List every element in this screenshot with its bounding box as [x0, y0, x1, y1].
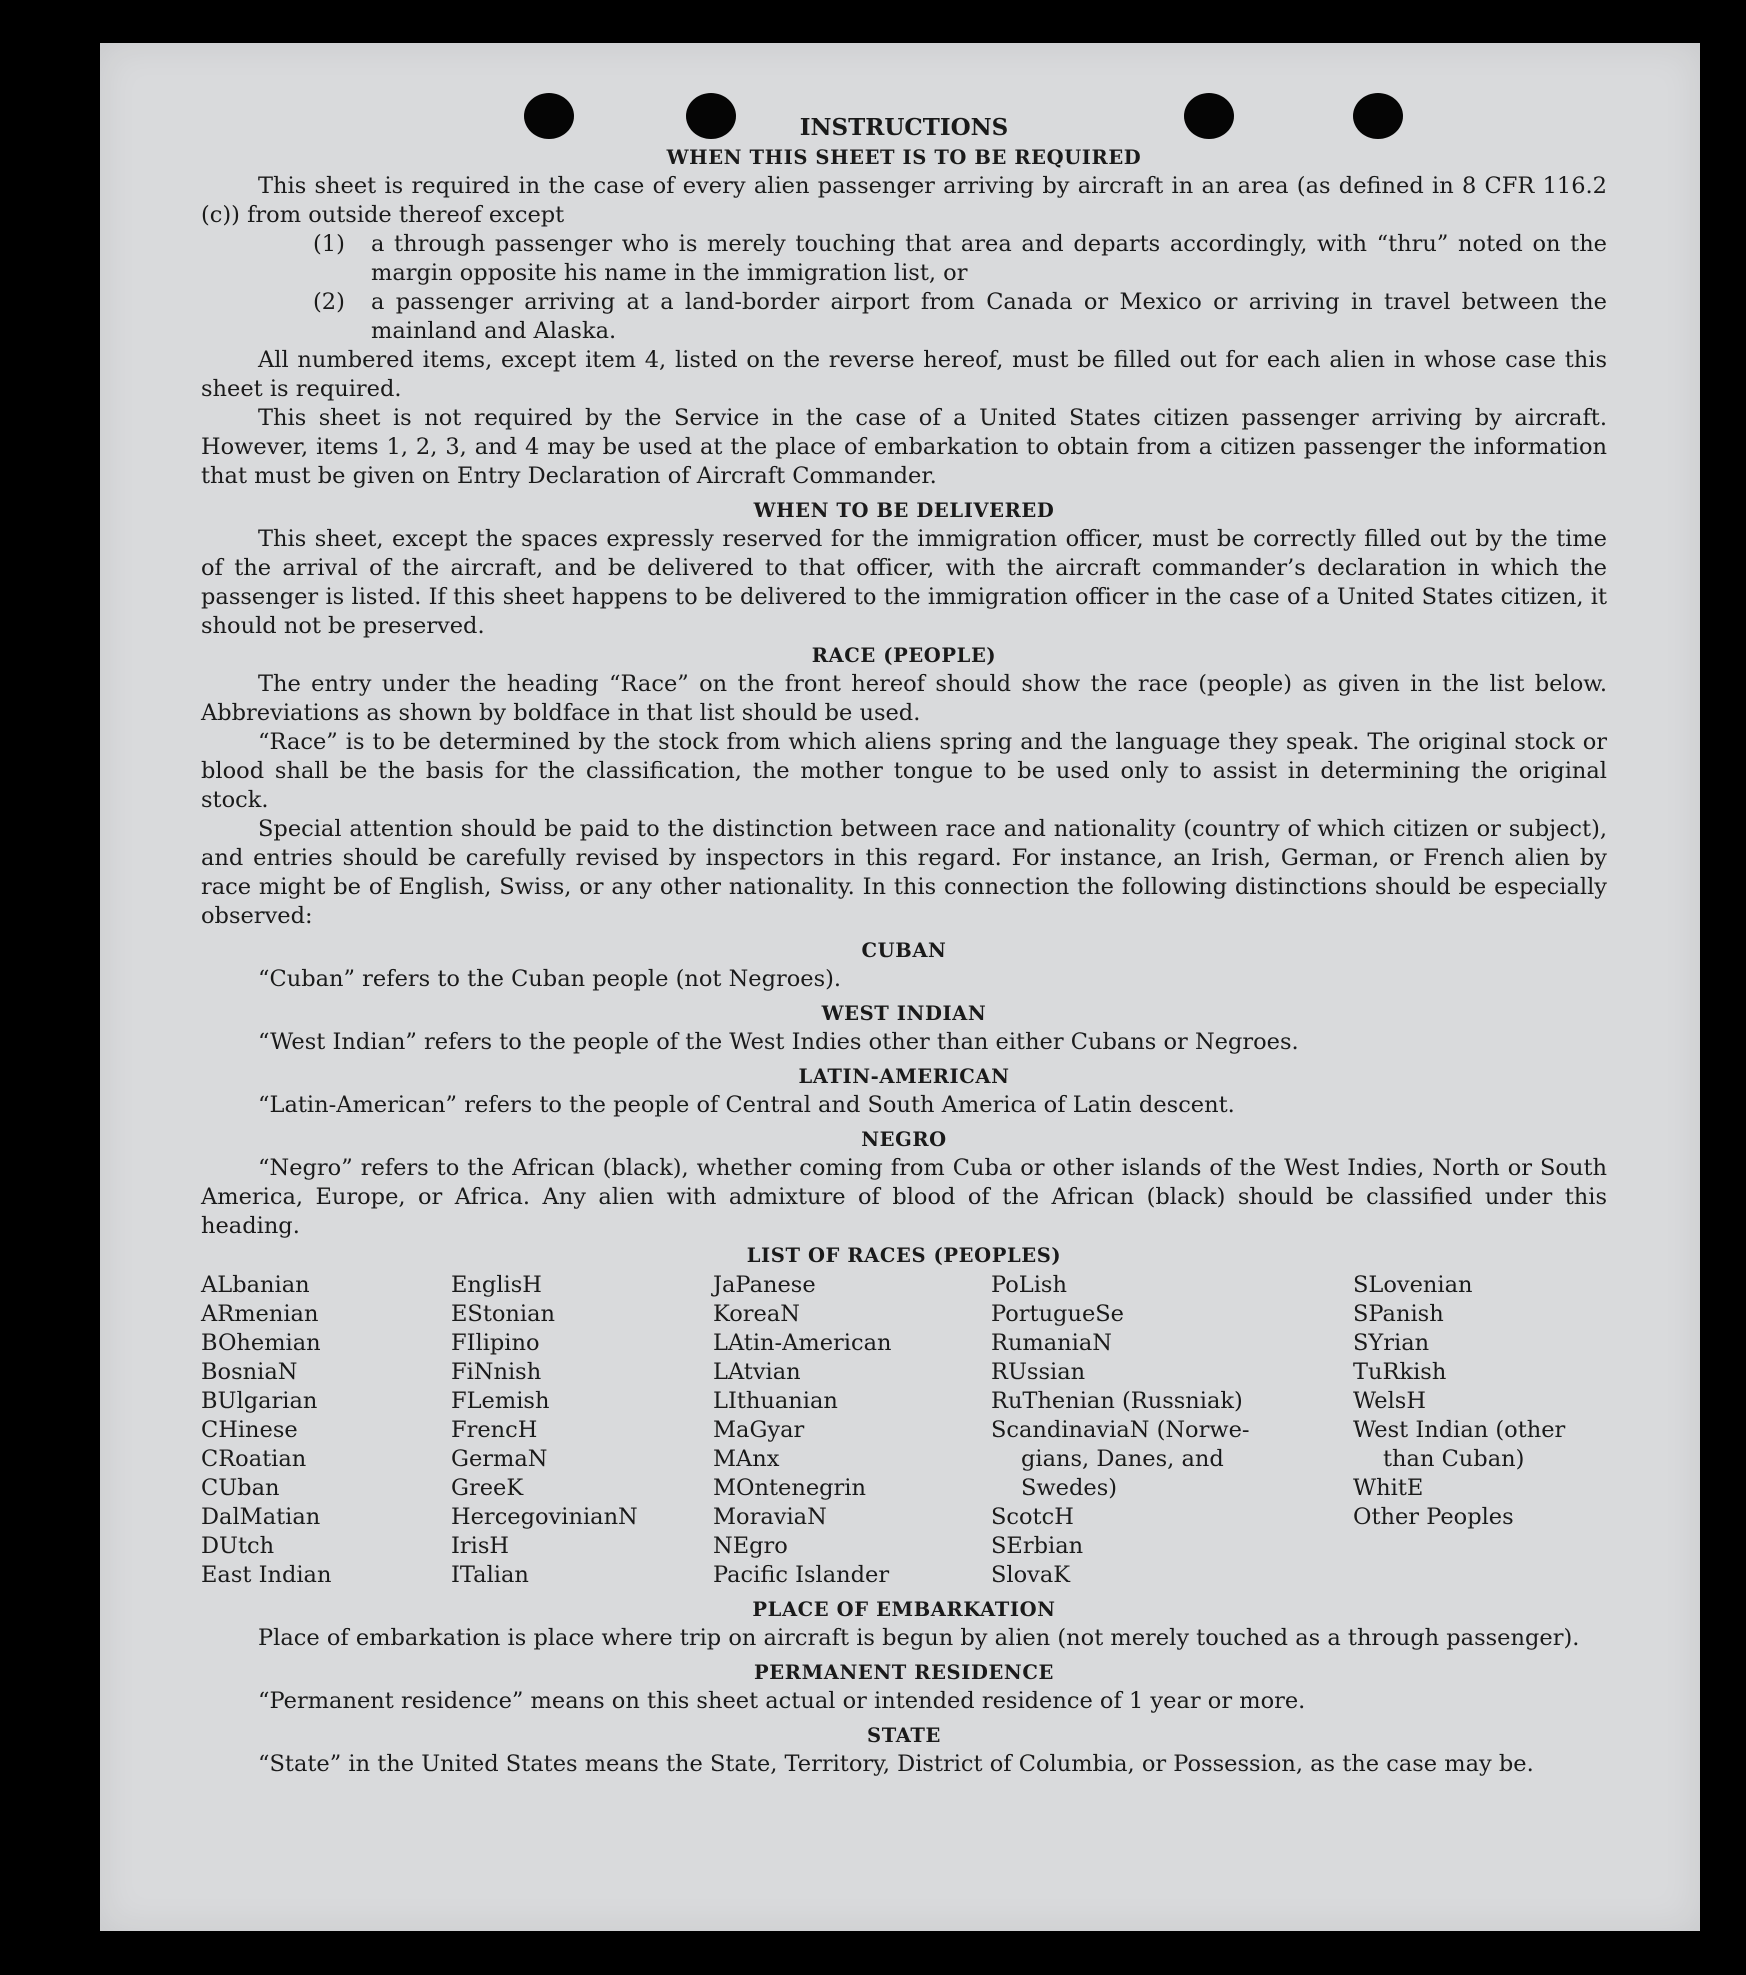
- race-entry: CUban: [201, 1475, 280, 1501]
- race-entry: DalMatian: [201, 1504, 321, 1530]
- race-entry: Pacific Islander: [713, 1562, 890, 1588]
- race-entry: GermaN: [451, 1446, 548, 1472]
- race-entry: DUtch: [201, 1533, 275, 1559]
- document-sheet: [100, 43, 1700, 1931]
- paragraph: “Cuban” refers to the Cuban people (not Negroes).: [258, 966, 842, 992]
- race-entry: WhitE: [1353, 1475, 1424, 1501]
- race-entry: West Indian (other: [1353, 1417, 1566, 1443]
- heading-place-of-embarkation: PLACE OF EMBARKATION: [752, 1598, 1056, 1621]
- heading-latin-american: LATIN-AMERICAN: [798, 1065, 1010, 1088]
- race-entry-continued: gians, Danes, and: [1021, 1446, 1224, 1472]
- race-entry: RUssian: [991, 1359, 1086, 1385]
- races-column: [1353, 1271, 1607, 1590]
- race-entry: BOhemian: [201, 1330, 321, 1356]
- race-entry: ScotcH: [991, 1504, 1074, 1530]
- race-entry: NEgro: [713, 1533, 788, 1559]
- race-entry: RumaniaN: [991, 1330, 1112, 1356]
- race-entry: KoreaN: [713, 1301, 800, 1327]
- races-column: [451, 1271, 713, 1590]
- paragraph: “Latin-American” refers to the people of Central and South America of Latin descent.: [258, 1092, 1235, 1118]
- race-entry: WelsH: [1353, 1388, 1426, 1414]
- race-entry: LAtin-American: [713, 1330, 892, 1356]
- race-entry: PoLish: [991, 1272, 1067, 1298]
- race-entry: BUlgarian: [201, 1388, 318, 1414]
- race-entry: SErbian: [991, 1533, 1084, 1559]
- heading-when-required: WHEN THIS SHEET IS TO BE REQUIRED: [666, 146, 1142, 169]
- race-entry: SYrian: [1353, 1330, 1430, 1356]
- heading-race: RACE (PEOPLE): [811, 644, 997, 667]
- race-entry-continued: than Cuban): [1383, 1446, 1525, 1472]
- races-column: [713, 1271, 991, 1590]
- race-entry: ARmenian: [201, 1301, 319, 1327]
- paragraph: Special attention should be paid to the distinction between race and nationality (country of which citizen or subject), and entries should be carefully revised by inspectors in this regard. For instance, an Irish, German, or French alien by race might be of English, Swiss, or any other nationality. In this connection the following distinctions should be especially observed:: [201, 816, 1607, 929]
- heading-west-indian: WEST INDIAN: [821, 1002, 987, 1025]
- heading-state: STATE: [867, 1724, 941, 1747]
- race-entry: SLovenian: [1353, 1272, 1473, 1298]
- instructions-body: [201, 113, 1607, 1779]
- paragraph: “State” in the United States means the State, Territory, District of Columbia, or Possession, as the case may be.: [258, 1751, 1534, 1777]
- race-entry: ITalian: [451, 1562, 529, 1588]
- paragraph: “Race” is to be determined by the stock from which aliens spring and the language they speak. The original stock or blood shall be the basis for the classification, the mother tongue to be used only to assist in determining the original stock.: [201, 729, 1607, 813]
- race-entry: MoraviaN: [713, 1504, 827, 1530]
- race-entry: IrisH: [451, 1533, 510, 1559]
- race-entry: FiNnish: [451, 1359, 542, 1385]
- item-number: (1): [313, 231, 345, 257]
- race-entry: FrencH: [451, 1417, 538, 1443]
- race-entry: BosniaN: [201, 1359, 298, 1385]
- paragraph: “Permanent residence” means on this sheet actual or intended residence of 1 year or more.: [258, 1688, 1306, 1714]
- race-entry: MAnx: [713, 1446, 780, 1472]
- race-entry: CHinese: [201, 1417, 298, 1443]
- races-list: [201, 1271, 1607, 1590]
- paragraph: This sheet, except the spaces expressly reserved for the immigration officer, must be correctly filled out by the time of the arrival of the aircraft, and be delivered to that officer, with the aircraft commander’s declaration in which the passenger is listed. If this sheet happens to be delivered to the immigration officer in the case of a United States citizen, it should not be preserved.: [201, 526, 1607, 639]
- race-entry: LIthuanian: [713, 1388, 838, 1414]
- race-entry: TuRkish: [1353, 1359, 1447, 1385]
- paragraph: All numbered items, except item 4, listed on the reverse hereof, must be filled out for each alien in whose case this sheet is required.: [201, 347, 1607, 402]
- race-entry: MOntenegrin: [713, 1475, 866, 1501]
- heading-when-delivered: WHEN TO BE DELIVERED: [753, 499, 1055, 522]
- race-entry: SlovaK: [991, 1562, 1071, 1588]
- race-entry: ALbanian: [201, 1272, 310, 1298]
- races-column: [201, 1271, 451, 1590]
- race-entry: MaGyar: [713, 1417, 805, 1443]
- race-entry: East Indian: [201, 1562, 332, 1588]
- race-entry: RuThenian (Russniak): [991, 1388, 1243, 1414]
- race-entry: EStonian: [451, 1301, 556, 1327]
- race-entry: FIlipino: [451, 1330, 540, 1356]
- list-item: [201, 288, 1607, 346]
- paragraph: This sheet is required in the case of every alien passenger arriving by aircraft in an area (as defined in 8 CFR 116.2 (c)) from outside thereof except: [201, 173, 1607, 228]
- race-entry: LAtvian: [713, 1359, 801, 1385]
- race-entry: EnglisH: [451, 1272, 542, 1298]
- race-entry: CRoatian: [201, 1446, 307, 1472]
- race-entry-continued: Swedes): [1021, 1475, 1118, 1501]
- race-entry: PortugueSe: [991, 1301, 1125, 1327]
- list-item: [201, 230, 1607, 288]
- heading-permanent-residence: PERMANENT RESIDENCE: [754, 1661, 1054, 1684]
- heading-list-of-races: LIST OF RACES (PEOPLES): [746, 1244, 1062, 1267]
- page-title: INSTRUCTIONS: [799, 114, 1009, 141]
- race-entry: JaPanese: [713, 1272, 816, 1298]
- paragraph: This sheet is not required by the Service in the case of a United States citizen passenger arriving by aircraft. However, items 1, 2, 3, and 4 may be used at the place of embarkation to obtain from a citizen passenger the information that must be given on Entry Declaration of Aircraft Commander.: [201, 405, 1607, 489]
- heading-negro: NEGRO: [861, 1128, 947, 1151]
- heading-cuban: CUBAN: [861, 939, 947, 962]
- paragraph: The entry under the heading “Race” on the front hereof should show the race (people) as given in the list below. Abbreviations as shown by boldface in that list should be used.: [201, 671, 1607, 726]
- race-entry: FLemish: [451, 1388, 550, 1414]
- paragraph: “West Indian” refers to the people of the West Indies other than either Cubans or Negroes.: [258, 1029, 1299, 1055]
- item-text: a through passenger who is merely touching that area and departs accordingly, with “thru” noted on the margin opposite his name in the immigration list, or: [371, 231, 1607, 286]
- paragraph: Place of embarkation is place where trip on aircraft is begun by alien (not merely touched as a through passenger).: [258, 1625, 1580, 1651]
- race-entry: GreeK: [451, 1475, 524, 1501]
- item-number: (2): [313, 289, 345, 315]
- race-entry: Other Peoples: [1353, 1504, 1514, 1530]
- race-entry: ScandinaviaN (Norwe-: [991, 1417, 1250, 1443]
- race-entry: HercegovinianN: [451, 1504, 638, 1530]
- races-column: [991, 1271, 1353, 1590]
- race-entry: SPanish: [1353, 1301, 1444, 1327]
- paragraph: “Negro” refers to the African (black), whether coming from Cuba or other islands of the West Indies, North or South America, Europe, or Africa. Any alien with admixture of blood of the African (black) should be classified under this heading.: [201, 1155, 1607, 1239]
- item-text: a passenger arriving at a land-border airport from Canada or Mexico or arriving in travel between the mainland and Alaska.: [371, 289, 1607, 344]
